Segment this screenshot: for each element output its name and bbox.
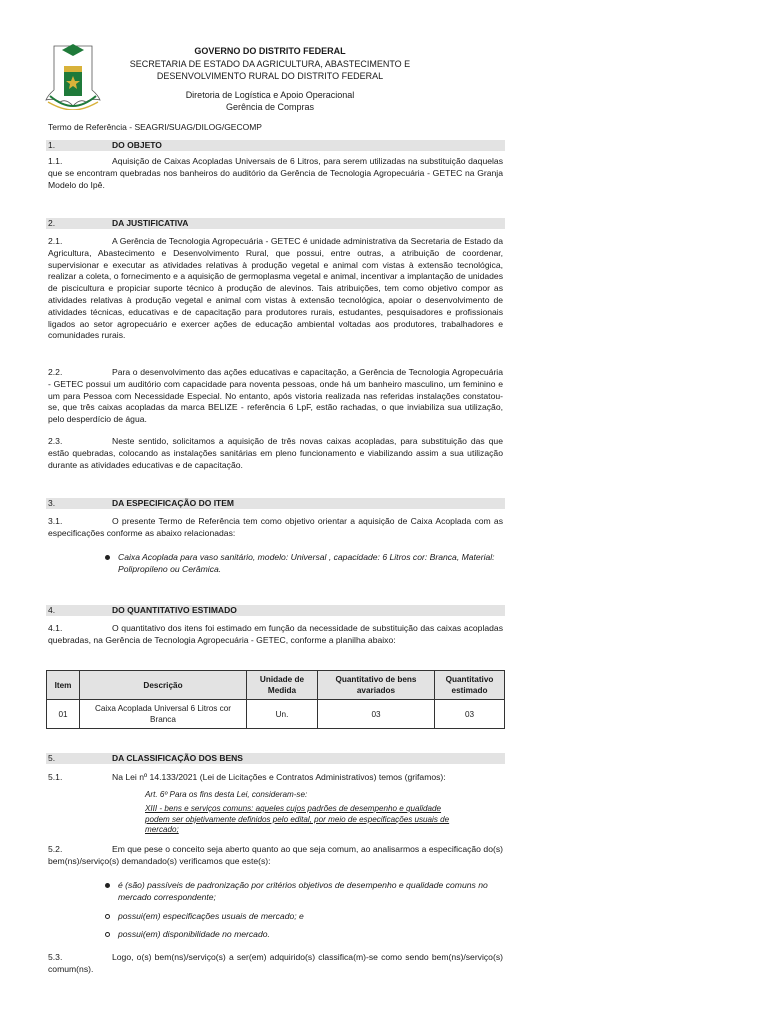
section-number: 1. <box>48 140 56 150</box>
classification-bullet-2: possui(em) especificações usuais de mercado; e <box>118 911 503 923</box>
classification-bullet-1: é (são) passíveis de padronização por critérios objetivos de desempenho e qualidade comuns no mercado correspondente; <box>118 880 503 904</box>
paragraph-2-3 <box>48 436 503 471</box>
section-number: 3. <box>48 498 56 508</box>
table-header-row <box>47 671 505 700</box>
header-secretariat-line2: DESENVOLVIMENTO RURAL DO DISTRITO FEDERAL <box>156 71 384 81</box>
table-cell: Caixa Acoplada Universal 6 Litros cor Branca <box>80 700 247 729</box>
table-header-cell: Quantitativo estimado <box>435 671 505 700</box>
federal-district-crest-logo <box>44 40 102 110</box>
paragraph-3-1 <box>48 516 503 540</box>
section-number: 2. <box>48 218 56 228</box>
paragraph-text: Logo, o(s) bem(ns)/serviço(s) a ser(em) adquirido(s) classifica(m)-se como sendo bem(ns)/serviço(s) comum(ns). <box>48 952 503 974</box>
paragraph-5-2 <box>48 844 503 868</box>
table-cell: 03 <box>435 700 505 729</box>
table-header-cell: Unidade de Medida <box>247 671 318 700</box>
law-quote-inciso: XIII - bens e serviços comuns: aqueles cujos padrões de desempenho e qualidade podem ser objetivamente definidos pelo edital, por meio de especificações usuais de mercado; <box>145 804 450 835</box>
header-secretariat-line1: SECRETARIA DE ESTADO DA AGRICULTURA, ABASTECIMENTO E <box>129 59 411 69</box>
paragraph-5-1 <box>48 772 503 784</box>
header-directorate: Diretoria de Logística e Apoio Operacional <box>185 90 355 100</box>
table-cell: 01 <box>47 700 80 729</box>
table-cell: Un. <box>247 700 318 729</box>
paragraph-5-3 <box>48 952 503 976</box>
classification-bullet-3: possui(em) disponibilidade no mercado. <box>118 929 503 941</box>
law-quote-article: Art. 6º Para os fins desta Lei, consideram-se: <box>145 790 308 799</box>
paragraph-number: 4.1. <box>48 623 63 633</box>
section-bar-3 <box>46 498 505 509</box>
table-header-cell: Descrição <box>80 671 247 700</box>
section-bar-2 <box>46 218 505 229</box>
paragraph-1-1 <box>48 156 503 191</box>
paragraph-number: 5.3. <box>48 952 63 962</box>
paragraph-text: O quantitativo dos itens foi estimado em função da necessidade de substituição das caixas acopladas quebradas, na Gerência de Tecnologia Agropecuária - GETEC, conforme a planilha abaixo: <box>48 623 503 645</box>
paragraph-text: Na Lei nº 14.133/2021 (Lei de Licitações e Contratos Administrativos) temos (grifamos): <box>112 772 446 782</box>
section-number: 5. <box>48 753 56 763</box>
header-government: GOVERNO DO DISTRITO FEDERAL <box>194 46 346 56</box>
paragraph-number: 2.3. <box>48 436 63 446</box>
section-title: DO QUANTITATIVO ESTIMADO <box>112 605 237 615</box>
table-cell: 03 <box>318 700 435 729</box>
section-title: DA JUSTIFICATIVA <box>112 218 189 228</box>
paragraph-text: Neste sentido, solicitamos a aquisição de três novas caixas acopladas, para substituição das que estão quebradas, colocando as instalações sanitárias em pleno funcionamento e viabilizando assim a sua utilização durante as atividades educativas e de capacitação. <box>48 436 503 470</box>
paragraph-2-1 <box>48 236 503 342</box>
section-title: DA ESPECIFICAÇÃO DO ITEM <box>112 498 234 508</box>
paragraph-number: 1.1. <box>48 156 63 166</box>
paragraph-number: 2.2. <box>48 367 63 377</box>
table-header-cell: Quantitativo de bens avariados <box>318 671 435 700</box>
table-row <box>47 700 505 729</box>
table-header-cell: Item <box>47 671 80 700</box>
section-bar-1 <box>46 140 505 151</box>
paragraph-number: 2.1. <box>48 236 63 246</box>
section-bar-4 <box>46 605 505 616</box>
section-title: DA CLASSIFICAÇÃO DOS BENS <box>112 753 243 763</box>
paragraph-2-2 <box>48 367 503 426</box>
paragraph-text: Aquisição de Caixas Acopladas Universais de 6 Litros, para serem utilizadas na substituição daquelas que se encontram quebradas nos banheiros do auditório da Gerência de Tecnologia Agropecuária - GETEC na Granja Modelo do Ipê. <box>48 156 503 190</box>
section-bar-5 <box>46 753 505 764</box>
section-title: DO OBJETO <box>112 140 162 150</box>
header-management: Gerência de Compras <box>225 102 315 112</box>
quantity-table <box>46 670 505 729</box>
paragraph-number: 5.1. <box>48 772 63 782</box>
reference-line: Termo de Referência - SEAGRI/SUAG/DILOG/GECOMP <box>48 122 262 132</box>
paragraph-text: A Gerência de Tecnologia Agropecuária - GETEC é unidade administrativa da Secretaria de Estado da Agricultura, Abastecimento e Desenvolvimento Rural, que possui, entre outras, a atribuição de coordenar, supervisionar e executar as atividades relativas à produção vegetal e animal com vistas à extensão tecnológica, realizar a coleta, o fornecimento e a aquisição de germoplasma vegetal e animal, incentivar a implantação de unidades de piscicultura e propiciar suporte técnico à produção de alevinos. Tais atribuições, tem como objetivo compor as atividades relativas à produção vegetal e animal com vistas à extensão tecnológica, apoiar o desenvolvimento de atividades técnicas, educativas e de capacitação para produtores rurais, estudantes, pesquisadores e profissionais ligados ao setor agropecuário e exercer ações de educação ambiental voltadas aos produtores, trabalhadores e comunidades rurais. <box>48 236 503 341</box>
paragraph-number: 3.1. <box>48 516 63 526</box>
paragraph-number: 5.2. <box>48 844 63 854</box>
paragraph-text: Em que pese o conceito seja aberto quanto ao que seja comum, ao analisarmos a especificação do(s) bem(ns)/serviço(s) demandado(s) verificamos que este(s): <box>48 844 503 866</box>
paragraph-text: O presente Termo de Referência tem como objetivo orientar a aquisição de Caixa Acoplada com as especificações conforme as abaixo relacionadas: <box>48 516 503 538</box>
paragraph-text: Para o desenvolvimento das ações educativas e capacitação, a Gerência de Tecnologia Agropecuária - GETEC possui um auditório com capacidade para noventa pessoas, onde há um banheiro masculino, um feminino e um para Pessoa com Necessidade Especial. No entanto, após vistoria realizada nas referidas instalações constatou-se, que três caixas acopladas da marca BELIZE - referência 6 LpF, estão rachadas, o que inviabiliza sua utilização, pelo desperdício de água. <box>48 367 503 425</box>
section-number: 4. <box>48 605 56 615</box>
paragraph-4-1 <box>48 623 503 647</box>
spec-bullet: Caixa Acoplada para vaso sanitário, modelo: Universal , capacidade: 6 Litros cor: Branca, Material: Polipropileno ou Cerâmica. <box>118 552 503 576</box>
